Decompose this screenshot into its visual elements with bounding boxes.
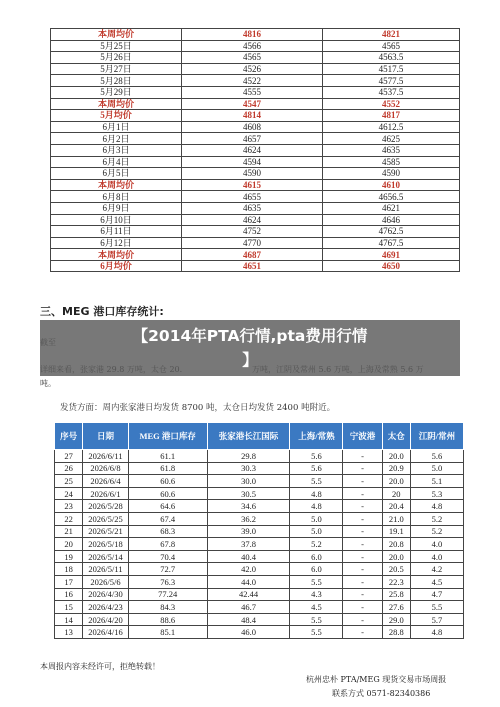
table-cell: 2026/4/23 bbox=[83, 601, 129, 614]
table-cell: 4.5 bbox=[410, 575, 463, 588]
table-cell: 5.0 bbox=[410, 462, 463, 475]
table-row bbox=[51, 52, 460, 64]
column-header: 江阴/常州 bbox=[410, 423, 463, 450]
average-row bbox=[51, 29, 460, 41]
table-cell: 2026/6/11 bbox=[83, 450, 129, 463]
table-cell: 4547 bbox=[182, 98, 323, 110]
title-overlay-banner bbox=[40, 320, 460, 376]
table-cell: 2026/6/1 bbox=[83, 487, 129, 500]
table-cell: 6.0 bbox=[290, 563, 343, 576]
table-cell: 6月8日 bbox=[51, 191, 182, 203]
table-cell: 5.0 bbox=[290, 512, 343, 525]
table-cell: 4594 bbox=[182, 156, 323, 168]
table-row bbox=[51, 191, 460, 203]
table-cell: 44.0 bbox=[207, 575, 290, 588]
table-cell: 5.5 bbox=[290, 626, 343, 639]
table-cell: 2026/6/4 bbox=[83, 475, 129, 488]
table-row bbox=[51, 63, 460, 75]
table-cell: 2026/4/16 bbox=[83, 626, 129, 639]
table-cell: 2026/4/20 bbox=[83, 613, 129, 626]
table-row bbox=[55, 500, 464, 513]
table-cell: 4.0 bbox=[410, 550, 463, 563]
table-cell: 30.0 bbox=[207, 475, 290, 488]
table-cell: 5月29日 bbox=[51, 86, 182, 98]
table-cell: 14 bbox=[55, 613, 83, 626]
table-cell: 67.8 bbox=[128, 538, 207, 551]
table-cell: 6月3日 bbox=[51, 144, 182, 156]
table-cell: 48.4 bbox=[207, 613, 290, 626]
table-cell: 34.6 bbox=[207, 500, 290, 513]
table-cell: 19.1 bbox=[382, 525, 410, 538]
table-cell: 4563.5 bbox=[323, 52, 460, 64]
table-cell: 42.0 bbox=[207, 563, 290, 576]
table-cell: 2026/5/25 bbox=[83, 512, 129, 525]
table-cell: 15 bbox=[55, 601, 83, 614]
table-cell: 25 bbox=[55, 475, 83, 488]
table-cell: - bbox=[343, 588, 382, 601]
table-row bbox=[55, 475, 464, 488]
table-cell: 24 bbox=[55, 487, 83, 500]
table-cell: 6月1日 bbox=[51, 121, 182, 133]
table-cell: - bbox=[343, 475, 382, 488]
table-row bbox=[51, 202, 460, 214]
table-cell: 4657 bbox=[182, 133, 323, 145]
table-cell: 4625 bbox=[323, 133, 460, 145]
table-row bbox=[55, 575, 464, 588]
table-row bbox=[51, 133, 460, 145]
table-row bbox=[55, 588, 464, 601]
table-row bbox=[51, 121, 460, 133]
table-cell: 6月11日 bbox=[51, 226, 182, 238]
table-row bbox=[51, 40, 460, 52]
table-cell: 5月25日 bbox=[51, 40, 182, 52]
table-cell: 27.6 bbox=[382, 601, 410, 614]
table-cell: 20.0 bbox=[382, 475, 410, 488]
table-cell: 4.8 bbox=[410, 626, 463, 639]
table-cell: 20.0 bbox=[382, 450, 410, 463]
table-cell: - bbox=[343, 538, 382, 551]
table-cell: 6月12日 bbox=[51, 237, 182, 249]
table-cell: 76.3 bbox=[128, 575, 207, 588]
table-cell: 21.0 bbox=[382, 512, 410, 525]
table-cell: 6月9日 bbox=[51, 202, 182, 214]
table-cell: 40.4 bbox=[207, 550, 290, 563]
table-row bbox=[51, 156, 460, 168]
table-cell: - bbox=[343, 575, 382, 588]
banner-line-2: 】 bbox=[242, 351, 258, 369]
table-cell: 本周均价 bbox=[51, 29, 182, 41]
table-cell: 42.44 bbox=[207, 588, 290, 601]
table-cell: 4.3 bbox=[290, 588, 343, 601]
table-cell: 2026/6/8 bbox=[83, 462, 129, 475]
table-row bbox=[55, 538, 464, 551]
table-cell: 4752 bbox=[182, 226, 323, 238]
table-cell: 6月5日 bbox=[51, 168, 182, 180]
table-cell: 20.4 bbox=[382, 500, 410, 513]
table-cell: 4565 bbox=[182, 52, 323, 64]
table-row bbox=[55, 626, 464, 639]
table-cell: 37.8 bbox=[207, 538, 290, 551]
table-cell: - bbox=[343, 487, 382, 500]
table-cell: 4.0 bbox=[410, 538, 463, 551]
table-cell: 4646 bbox=[323, 214, 460, 226]
table-cell: 4615 bbox=[182, 179, 323, 191]
average-row bbox=[51, 98, 460, 110]
table-cell: 2026/5/11 bbox=[83, 563, 129, 576]
table-cell: 2026/5/18 bbox=[83, 538, 129, 551]
table-cell: 67.4 bbox=[128, 512, 207, 525]
table-cell: 4590 bbox=[182, 168, 323, 180]
table-cell: - bbox=[343, 462, 382, 475]
table-cell: 4821 bbox=[323, 29, 460, 41]
table-cell: 61.1 bbox=[128, 450, 207, 463]
table-cell: 61.8 bbox=[128, 462, 207, 475]
meg-table-header bbox=[55, 423, 464, 450]
table-cell: 4577.5 bbox=[323, 75, 460, 87]
table-cell: 2026/5/14 bbox=[83, 550, 129, 563]
table-cell: 60.6 bbox=[128, 487, 207, 500]
table-row bbox=[51, 86, 460, 98]
table-cell: 4621 bbox=[323, 202, 460, 214]
table-cell: 4552 bbox=[323, 98, 460, 110]
table-cell: - bbox=[343, 500, 382, 513]
column-header: MEG 港口库存 bbox=[128, 423, 207, 450]
table-cell: 4565 bbox=[323, 40, 460, 52]
table-cell: 5月26日 bbox=[51, 52, 182, 64]
table-cell: 5.0 bbox=[290, 525, 343, 538]
column-header: 太仓 bbox=[382, 423, 410, 450]
table-cell: - bbox=[343, 601, 382, 614]
table-cell: 88.6 bbox=[128, 613, 207, 626]
table-row bbox=[55, 462, 464, 475]
average-row bbox=[51, 179, 460, 191]
column-header: 张家港长江国际 bbox=[207, 423, 290, 450]
table-cell: 6月均价 bbox=[51, 260, 182, 272]
shipping-note: 发货方面：周内张家港日均发货 8700 吨，太仓日均发货 2400 吨附近。 bbox=[60, 403, 336, 413]
table-cell: 6月10日 bbox=[51, 214, 182, 226]
table-cell: 2026/4/30 bbox=[83, 588, 129, 601]
table-cell: 4585 bbox=[323, 156, 460, 168]
table-cell: 13 bbox=[55, 626, 83, 639]
table-cell: 4817 bbox=[323, 110, 460, 122]
table-cell: 23 bbox=[55, 500, 83, 513]
table-cell: 本周均价 bbox=[51, 98, 182, 110]
column-header: 序号 bbox=[55, 423, 83, 450]
table-cell: 2026/5/6 bbox=[83, 575, 129, 588]
table-cell: 5.5 bbox=[290, 613, 343, 626]
table-cell: 4651 bbox=[182, 260, 323, 272]
table-cell: 4624 bbox=[182, 144, 323, 156]
table-row bbox=[55, 525, 464, 538]
table-cell: - bbox=[343, 613, 382, 626]
table-cell: 4650 bbox=[323, 260, 460, 272]
table-cell: 28.8 bbox=[382, 626, 410, 639]
table-cell: 4.5 bbox=[290, 601, 343, 614]
table-cell: 46.0 bbox=[207, 626, 290, 639]
table-cell: 20 bbox=[382, 487, 410, 500]
table-cell: 4624 bbox=[182, 214, 323, 226]
table-row bbox=[51, 75, 460, 87]
table-cell: 60.6 bbox=[128, 475, 207, 488]
table-cell: 4655 bbox=[182, 191, 323, 203]
table-row bbox=[55, 563, 464, 576]
table-cell: 5.5 bbox=[290, 575, 343, 588]
table-cell: 5.6 bbox=[290, 462, 343, 475]
banner-line-1: 【2014年PTA行情,pta费用行情 bbox=[132, 327, 368, 345]
table-cell: - bbox=[343, 512, 382, 525]
table-cell: 4537.5 bbox=[323, 86, 460, 98]
table-cell: 4590 bbox=[323, 168, 460, 180]
section-title: 三、MEG 港口库存统计: bbox=[40, 305, 164, 318]
table-cell: 20.9 bbox=[382, 462, 410, 475]
table-row bbox=[51, 214, 460, 226]
table-cell: 5月均价 bbox=[51, 110, 182, 122]
table-cell: 46.7 bbox=[207, 601, 290, 614]
table-cell: 84.3 bbox=[128, 601, 207, 614]
table-cell: 19 bbox=[55, 550, 83, 563]
table-cell: - bbox=[343, 626, 382, 639]
table-cell: 4522 bbox=[182, 75, 323, 87]
table-cell: 4.8 bbox=[290, 487, 343, 500]
table-cell: - bbox=[343, 563, 382, 576]
table-cell: 30.5 bbox=[207, 487, 290, 500]
table-row bbox=[51, 226, 460, 238]
table-cell: 本周均价 bbox=[51, 249, 182, 261]
table-cell: 36.2 bbox=[207, 512, 290, 525]
table-cell: 39.0 bbox=[207, 525, 290, 538]
table-cell: 4526 bbox=[182, 63, 323, 75]
meg-table-body bbox=[55, 450, 464, 639]
table-cell: 5.6 bbox=[290, 450, 343, 463]
table-cell: 4656.5 bbox=[323, 191, 460, 203]
table-cell: 25.8 bbox=[382, 588, 410, 601]
table-cell: 4814 bbox=[182, 110, 323, 122]
table-cell: 5.2 bbox=[290, 538, 343, 551]
table-cell: 4770 bbox=[182, 237, 323, 249]
table-cell: 20.5 bbox=[382, 563, 410, 576]
table-cell: 70.4 bbox=[128, 550, 207, 563]
table-cell: - bbox=[343, 550, 382, 563]
footer-copyright: 本周报内容未经许可，拒绝转载！ bbox=[40, 662, 160, 671]
table-cell: 4691 bbox=[323, 249, 460, 261]
table-cell: 4555 bbox=[182, 86, 323, 98]
table-cell: 5.5 bbox=[410, 601, 463, 614]
table-cell: 2026/5/28 bbox=[83, 500, 129, 513]
table-cell: - bbox=[343, 525, 382, 538]
table-cell: 27 bbox=[55, 450, 83, 463]
table-cell: 6月2日 bbox=[51, 133, 182, 145]
table-cell: 本周均价 bbox=[51, 179, 182, 191]
table-cell: 4612.5 bbox=[323, 121, 460, 133]
table-cell: 5.1 bbox=[410, 475, 463, 488]
table-cell: 4635 bbox=[182, 202, 323, 214]
table-row bbox=[55, 613, 464, 626]
price-table-body bbox=[51, 29, 460, 272]
table-cell: 4767.5 bbox=[323, 237, 460, 249]
average-row bbox=[51, 260, 460, 272]
table-cell: 2026/5/21 bbox=[83, 525, 129, 538]
column-header: 上海/常熟 bbox=[290, 423, 343, 450]
table-cell: 29.8 bbox=[207, 450, 290, 463]
table-cell: 22 bbox=[55, 512, 83, 525]
average-row bbox=[51, 110, 460, 122]
table-row bbox=[55, 550, 464, 563]
table-cell: 5.5 bbox=[290, 475, 343, 488]
table-cell: 5.7 bbox=[410, 613, 463, 626]
table-cell: 85.1 bbox=[128, 626, 207, 639]
table-cell: 21 bbox=[55, 525, 83, 538]
table-cell: 5月27日 bbox=[51, 63, 182, 75]
table-cell: 4.2 bbox=[410, 563, 463, 576]
table-cell: 30.3 bbox=[207, 462, 290, 475]
column-header: 宁波港 bbox=[343, 423, 382, 450]
average-row bbox=[51, 249, 460, 261]
table-cell: 72.7 bbox=[128, 563, 207, 576]
table-cell: 16 bbox=[55, 588, 83, 601]
table-cell: 4816 bbox=[182, 29, 323, 41]
table-cell: 17 bbox=[55, 575, 83, 588]
table-cell: 4.8 bbox=[290, 500, 343, 513]
table-cell: 68.3 bbox=[128, 525, 207, 538]
table-cell: - bbox=[343, 450, 382, 463]
table-cell: 64.6 bbox=[128, 500, 207, 513]
table-cell: 26 bbox=[55, 462, 83, 475]
table-cell: 4517.5 bbox=[323, 63, 460, 75]
table-cell: 6.0 bbox=[290, 550, 343, 563]
table-cell: 4.7 bbox=[410, 588, 463, 601]
column-header: 日期 bbox=[83, 423, 129, 450]
table-cell: 22.3 bbox=[382, 575, 410, 588]
table-row bbox=[55, 487, 464, 500]
table-cell: 20 bbox=[55, 538, 83, 551]
table-cell: 4687 bbox=[182, 249, 323, 261]
table-cell: 5.2 bbox=[410, 512, 463, 525]
table-row bbox=[55, 450, 464, 463]
table-cell: 18 bbox=[55, 563, 83, 576]
table-cell: 20.0 bbox=[382, 550, 410, 563]
table-cell: 29.0 bbox=[382, 613, 410, 626]
table-cell: 4.8 bbox=[410, 500, 463, 513]
table-cell: 4610 bbox=[323, 179, 460, 191]
table-cell: 5.2 bbox=[410, 525, 463, 538]
table-cell: 20.8 bbox=[382, 538, 410, 551]
footer-contact: 联系方式 0571-82340386 bbox=[332, 689, 431, 698]
table-row bbox=[55, 601, 464, 614]
table-cell: 5.6 bbox=[410, 450, 463, 463]
table-row bbox=[51, 237, 460, 249]
table-cell: 6月4日 bbox=[51, 156, 182, 168]
table-cell: 4608 bbox=[182, 121, 323, 133]
table-row bbox=[55, 512, 464, 525]
table-row bbox=[51, 168, 460, 180]
table-cell: 77.24 bbox=[128, 588, 207, 601]
price-table bbox=[50, 28, 460, 272]
table-cell: 4566 bbox=[182, 40, 323, 52]
bg-text-fragment: 吨。 bbox=[40, 379, 56, 388]
footer-publisher: 杭州忠朴 PTA/MEG 现货交易市场周报 bbox=[306, 675, 447, 684]
meg-inventory-table bbox=[54, 422, 464, 639]
table-cell: 5.3 bbox=[410, 487, 463, 500]
table-cell: 5月28日 bbox=[51, 75, 182, 87]
table-cell: 4635 bbox=[323, 144, 460, 156]
table-row bbox=[51, 144, 460, 156]
table-cell: 4762.5 bbox=[323, 226, 460, 238]
